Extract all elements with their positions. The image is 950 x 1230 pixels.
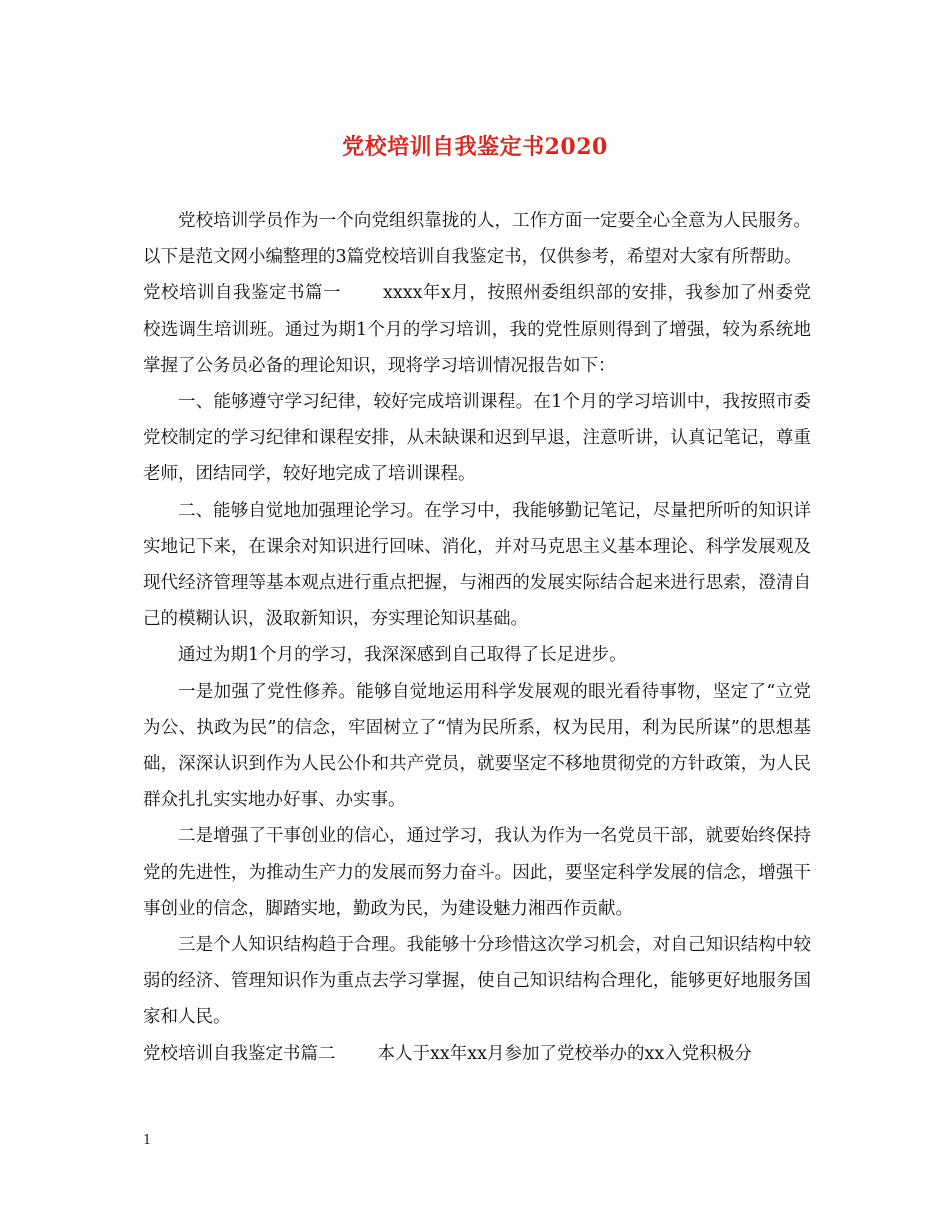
- document-body: [143, 203, 811, 1072]
- paragraph-discipline: 一、能够遵守学习纪律，较好完成培训课程。在1个月的学习培训中，我按照市委党校制定的学习纪律和课程安排，从未缺课和迟到早退，注意听讲，认真记笔记，尊重老师，团结同学，较好地完成了培训课程。: [143, 392, 811, 485]
- paragraph-progress: 通过为期1个月的学习，我深深感到自己取得了长足进步。: [178, 645, 627, 666]
- document-title: 党校培训自我鉴定书2020: [342, 134, 608, 160]
- page-number: 1: [143, 1133, 152, 1148]
- paragraph-party-spirit: 一是加强了党性修养。能够自觉地运用科学发展观的眼光看待事物，坚定了“立党为公、执政为民”的信念，牢固树立了“情为民所系，权为民用，利为民所谋”的思想基础，深深认识到作为人民公仆和共产党员，就要坚定不移地贯彻党的方针政策，为人民群众扎扎实实地办好事、办实事。: [143, 681, 811, 811]
- paragraph-theory-study: 二、能够自觉地加强理论学习。在学习中，我能够勤记笔记，尽量把所听的知识详实地记下来，在课余对知识进行回味、消化，并对马克思主义基本理论、科学发展观及现代经济管理等基本观点进行重点把握，与湘西的发展实际结合起来进行思索，澄清自己的模糊认识，汲取新知识，夯实理论知识基础。: [143, 500, 811, 630]
- paragraph-confidence: 二是增强了干事创业的信心，通过学习，我认为作为一名党员干部，就要始终保持党的先进性，为推动生产力的发展而努力奋斗。因此，要坚定科学发展的信念，增强干事创业的信念，脚踏实地，勤政为民，为建设魅力湘西作贡献。: [143, 826, 811, 919]
- section-two-paragraph: [143, 1036, 811, 1072]
- paragraph-knowledge-structure: 三是个人知识结构趋于合理。我能够十分珍惜这次学习机会，对自己知识结构中较弱的经济、管理知识作为重点去学习掌握，使自己知识结构合理化，能够更好地服务国家和人民。: [143, 935, 811, 1028]
- section-two-text: 本人于xx年xx月参加了党校举办的xx入党积极分: [377, 1043, 752, 1064]
- section-one-heading: 党校培训自我鉴定书篇一: [143, 283, 342, 304]
- section-one-paragraph: [143, 275, 811, 384]
- section-one-text: xxxx年x月，按照州委组织部的安排，我参加了州委党校选调生培训班。通过为期1个月的学习培训，我的党性原则得到了增强，较为系统地掌握了公务员必备的理论知识，现将学习培训情况报告如下：: [143, 283, 811, 376]
- intro-paragraph: 党校培训学员作为一个向党组织靠拢的人，工作方面一定要全心全意为人民服务。以下是范文网小编整理的3篇党校培训自我鉴定书，仅供参考，希望对大家有所帮助。: [143, 211, 811, 268]
- section-two-heading: 党校培训自我鉴定书篇二: [143, 1043, 336, 1064]
